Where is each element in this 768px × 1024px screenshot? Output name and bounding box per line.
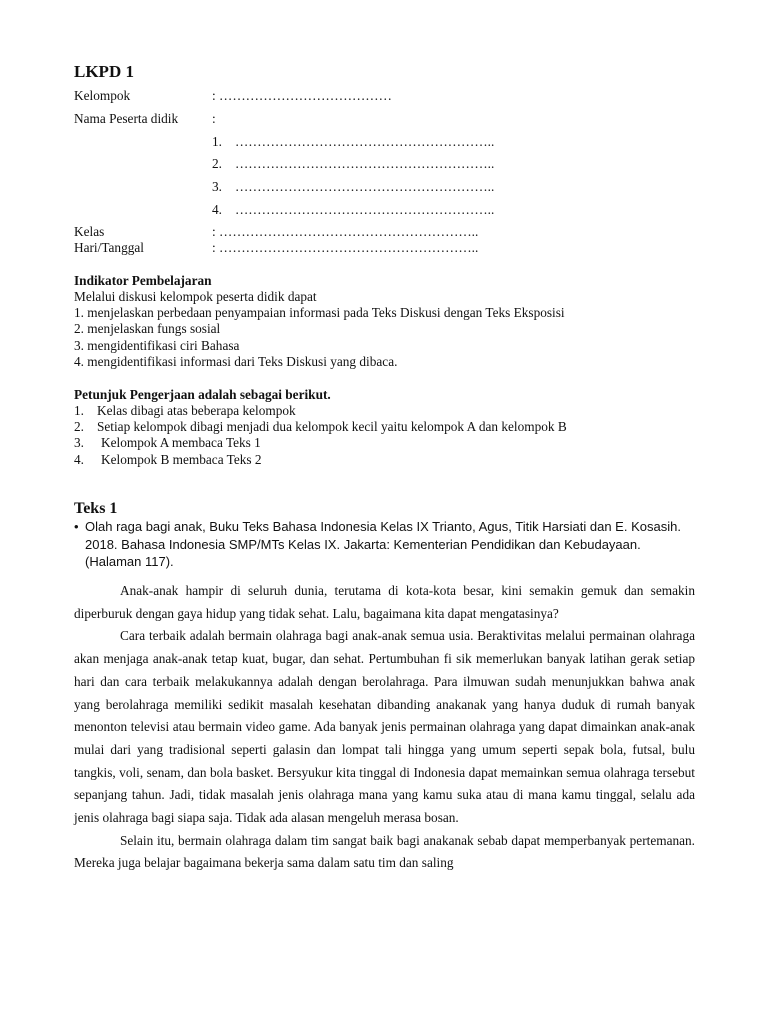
kelompok-value: : ………………………………… — [212, 88, 392, 103]
kelompok-label: Kelompok — [74, 88, 131, 103]
indikator-heading: Indikator Pembelajaran — [74, 273, 212, 288]
indikator-item: 3. mengidentifikasi ciri Bahasa — [74, 338, 240, 353]
kelas-label: Kelas — [74, 224, 105, 239]
indikator-item: 1. menjelaskan perbedaan penyampaian informasi pada Teks Diskusi dengan Teks Eksposisi — [74, 305, 565, 320]
indikator-intro: Melalui diskusi kelompok peserta didik dapat — [74, 289, 317, 304]
article-body — [74, 580, 695, 875]
petunjuk-number: 2. — [74, 419, 84, 434]
indikator-item: 2. menjelaskan fungs sosial — [74, 321, 221, 336]
kelas-value: : ………………………………………………….. — [212, 224, 479, 239]
member-dots: ………………………………………………….. — [235, 156, 495, 171]
petunjuk-number: 4. — [74, 452, 84, 467]
petunjuk-number: 1. — [74, 403, 84, 418]
member-dots: ………………………………………………….. — [235, 202, 495, 217]
petunjuk-number: 3. — [74, 435, 84, 450]
article-paragraph: Anak-anak hampir di seluruh dunia, terutama di kota-kota besar, kini semakin gemuk dan semakin diperburuk dengan gaya hidup yang tidak sehat. Lalu, bagaimana kita dapat mengatasinya? — [74, 583, 695, 621]
petunjuk-item: Setiap kelompok dibagi menjadi dua kelompok kecil yaitu kelompok A dan kelompok B — [97, 419, 567, 434]
member-number: 1. — [212, 134, 222, 149]
teks-heading: Teks 1 — [74, 500, 118, 517]
member-number: 3. — [212, 179, 222, 194]
member-number: 4. — [212, 202, 222, 217]
petunjuk-item: Kelas dibagi atas beberapa kelompok — [97, 403, 296, 418]
source-text: Olah raga bagi anak, Buku Teks Bahasa Indonesia Kelas IX Trianto, Agus, Titik Harsiati dan E. Kosasih. 2018. Bahasa Indonesia SMP/MTs Kelas IX. Jakarta: Kementerian Pendidikan dan Kebudayaan. (Halaman 117). — [85, 519, 681, 569]
article-paragraph: Selain itu, bermain olahraga dalam tim sangat baik bagi anakanak sebab dapat memperbanyak pertemanan. Mereka juga belajar bagaimana bekerja sama dalam satu tim dan saling — [74, 832, 695, 871]
petunjuk-item: Kelompok A membaca Teks 1 — [101, 435, 261, 450]
nama-colon: : — [212, 111, 216, 126]
nama-label: Nama Peserta didik — [74, 111, 179, 126]
petunjuk-item: Kelompok B membaca Teks 2 — [101, 452, 262, 467]
article-paragraph: Cara terbaik adalah bermain olahraga bagi anak-anak semua usia. Beraktivitas melalui permainan olahraga akan menjaga anak-anak tetap kuat, bugar, dan sehat. Pertumbuhan fi sik memerlukan banyak latihan gerak setiap hari dan cara terbaik melakukannya adalah dengan berolahraga. Para ilmuwan sudah menunjukkan bahwa anak yang berolahraga memiliki sedikit masalah kesehatan dibanding anakanak yang hanya duduk di rumah banyak menonton televisi atau bermain video game. Ada banyak jenis permainan olahraga yang dapat dimainkan anak-anak mulai dari yang tradisional seperti galasin dan lompat tali hingga yang umum seperti sepak bola, futsal, bulu tangkis, voli, senam, dan bola basket. Bersyukur kita tinggal di Indonesia dapat memainkan semua olahraga tersebut sepanjang tahun. Jadi, tidak masalah jenis olahraga mana yang kamu suka atau di mana kamu tinggal, selalu ada jenis olahraga bagi siapa saja. Tidak ada alasan mengeluh merasa bosan. — [74, 628, 695, 826]
page-title: LKPD 1 — [74, 62, 134, 81]
bullet-icon: • — [74, 519, 79, 534]
indikator-item: 4. mengidentifikasi informasi dari Teks Diskusi yang dibaca. — [74, 354, 398, 369]
petunjuk-heading: Petunjuk Pengerjaan adalah sebagai berikut. — [74, 387, 331, 402]
member-dots: ………………………………………………….. — [235, 179, 495, 194]
member-number: 2. — [212, 156, 222, 171]
member-dots: ………………………………………………….. — [235, 134, 495, 149]
hari-value: : ………………………………………………….. — [212, 240, 479, 255]
source-citation — [74, 518, 695, 571]
hari-label: Hari/Tanggal — [74, 240, 144, 255]
